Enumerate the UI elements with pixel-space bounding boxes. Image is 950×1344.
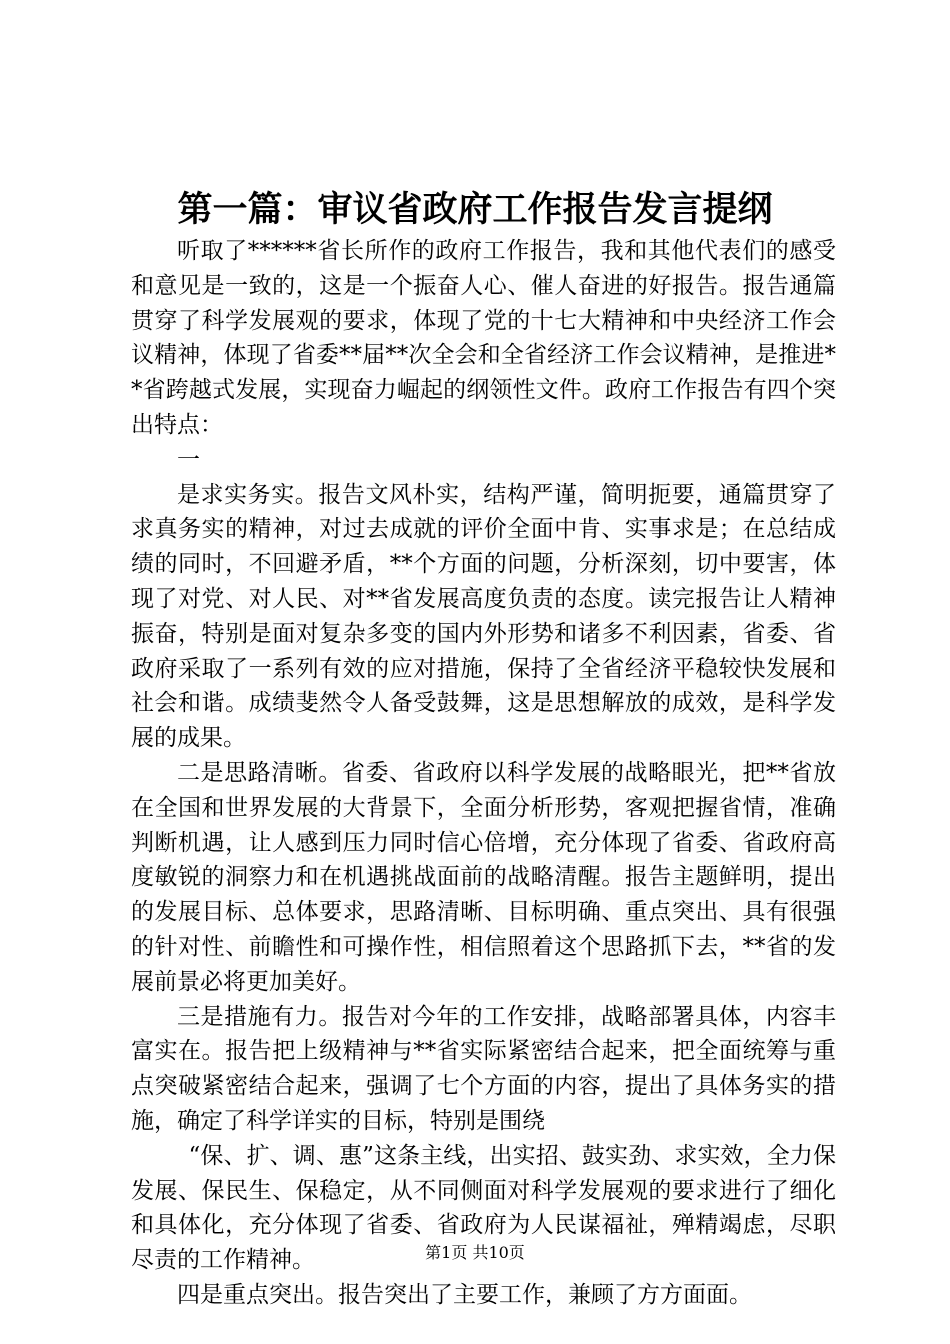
paragraph-point-one: 是求实务实。报告文风朴实，结构严谨，简明扼要，通篇贯穿了求真务实的精神，对过去成就的评价全面中肯、实事求是；在总结成绩的同时，不回避矛盾，**个方面的问题，分析深刻，切中要害，体现了对党、对人民、对**省发展高度负责的态度。读完报告让人精神振奋，特别是面对复杂多变的国内外形势和诸多不利因素，省委、省政府采取了一系列有效的应对措施，保持了全省经济平稳较快发展和社会和谐。成绩斐然令人备受鼓舞，这是思想解放的成效，是科学发展的成果。 xyxy=(131,481,836,752)
paragraph-intro: 听取了******省长所作的政府工作报告，我和其他代表们的感受和意见是一致的，这是一个振奋人心、催人奋进的好报告。报告通篇贯穿了科学发展观的要求，体现了党的十七大精神和中央经济工作会议精神，体现了省委**届**次全会和全省经济工作会议精神，是推进**省跨越式发展，实现奋力崛起的纲领性文件。政府工作报告有四个突出特点： xyxy=(131,238,836,438)
page-title: 第一篇：审议省政府工作报告发言提纲 xyxy=(177,189,773,230)
paragraph-point-one-label: 一 xyxy=(177,446,200,473)
paragraph-point-four: 四是重点突出。报告突出了主要工作，兼顾了方方面面。 xyxy=(177,1281,752,1308)
page-number: 第1页 共10页 xyxy=(425,1243,525,1262)
paragraph-point-three-continued: “保、扩、调、惠”这条主线，出实招、鼓实劲、求实效，全力保发展、保民生、保稳定，从不同侧面对科学发展观的要求进行了细化和具体化，充分体现了省委、省政府为人民谋福祉，殚精竭虑，尽职尽责的工作精神。 xyxy=(131,1142,836,1274)
paragraph-point-two: 二是思路清晰。省委、省政府以科学发展的战略眼光，把**省放在全国和世界发展的大背景下，全面分析形势，客观把握省情，准确判断机遇，让人感到压力同时信心倍增，充分体现了省委、省政府高度敏锐的洞察力和在机遇挑战面前的战略清醒。报告主题鲜明，提出的发展目标、总体要求，思路清晰、目标明确、重点突出、具有很强的针对性、前瞻性和可操作性，相信照着这个思路抓下去，**省的发展前景必将更加美好。 xyxy=(131,759,836,995)
paragraph-point-three: 三是措施有力。报告对今年的工作安排，战略部署具体，内容丰富实在。报告把上级精神与**省实际紧密结合起来，把全面统筹与重点突破紧密结合起来，强调了七个方面的内容，提出了具体务实的措施，确定了科学详实的目标，特别是围绕 xyxy=(131,1003,836,1134)
document-body xyxy=(131,234,836,1313)
